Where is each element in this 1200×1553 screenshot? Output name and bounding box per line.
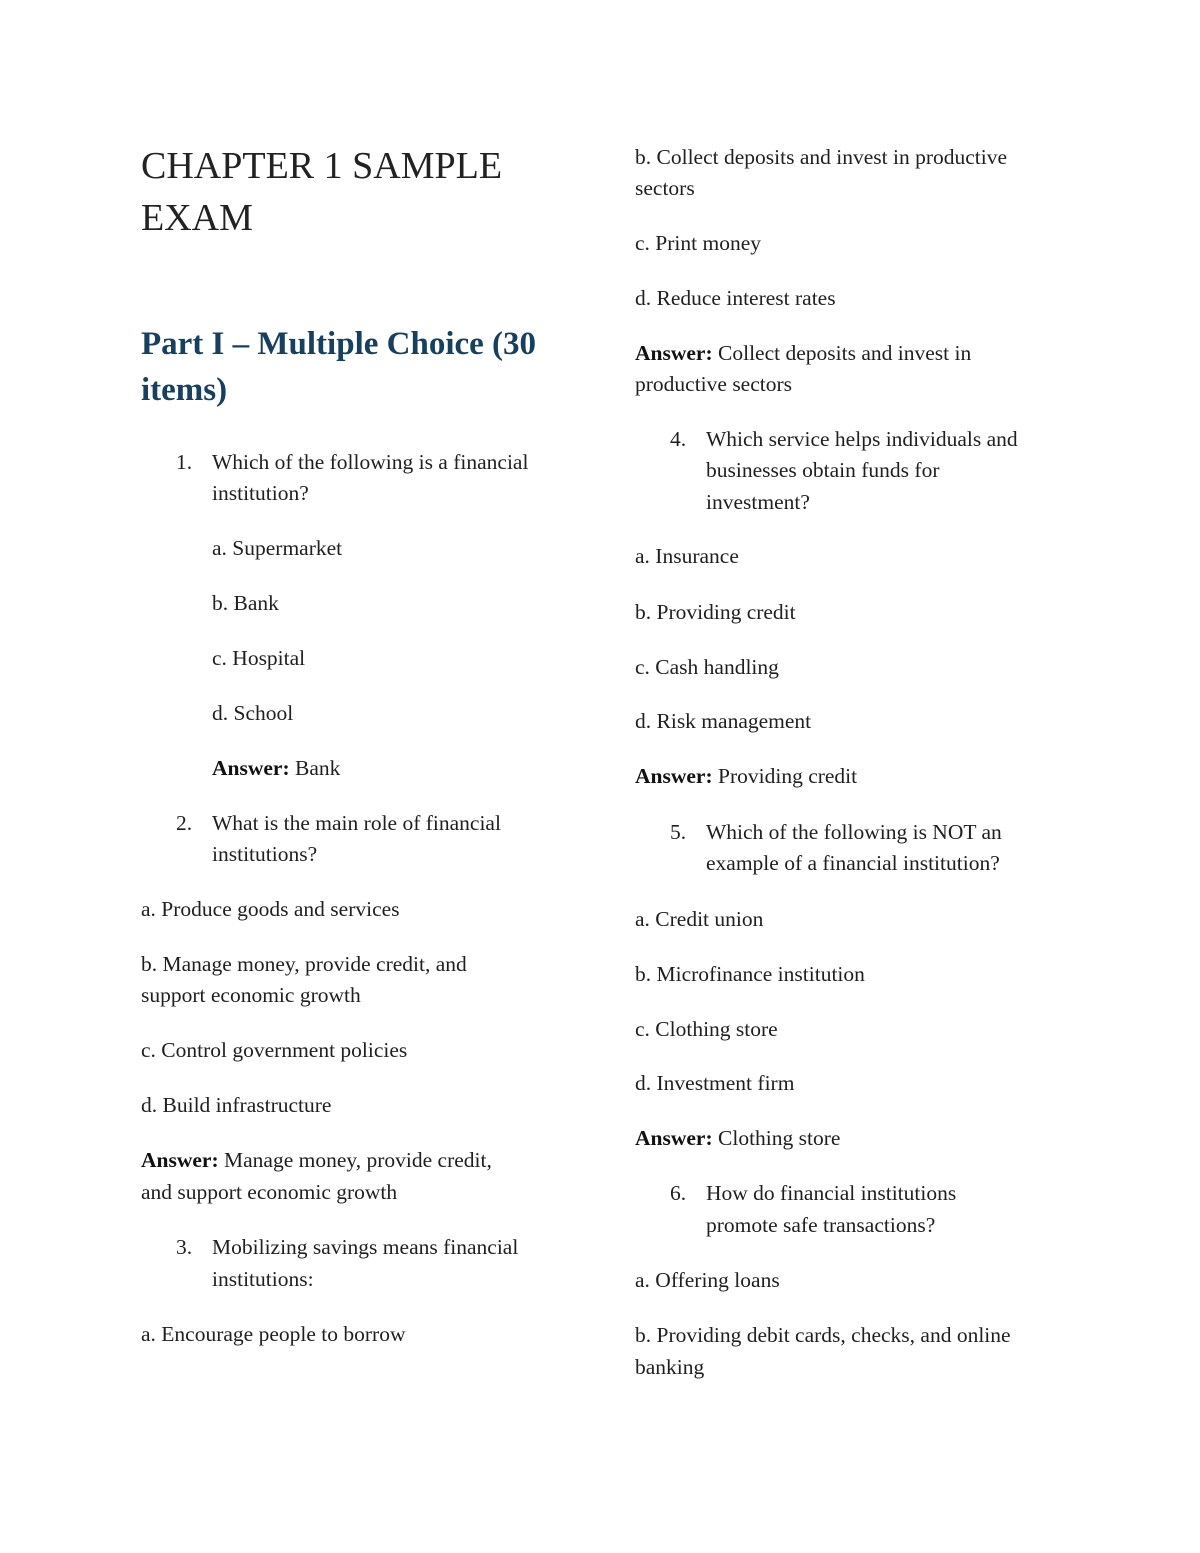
answer-label: Answer: (635, 341, 713, 365)
question-5-option-b: b. Microfinance institution (635, 962, 865, 986)
question-1-text-line-1: Which of the following is a financial (212, 450, 529, 474)
question-4-option-a: a. Insurance (635, 544, 739, 568)
question-4-option-c: c. Cash handling (635, 655, 779, 679)
answer-label: Answer: (635, 1126, 713, 1150)
question-5-text-line-1: Which of the following is NOT an (706, 820, 1002, 844)
question-2-option-a: a. Produce goods and services (141, 897, 400, 921)
question-1-option-b: b. Bank (212, 591, 279, 615)
question-3-answer-line-1 (635, 337, 971, 369)
answer-text: Collect deposits and invest in (718, 341, 972, 365)
question-5-answer (635, 1122, 840, 1154)
question-3-option-b-line-2: sectors (635, 176, 695, 200)
question-3-option-c: c. Print money (635, 231, 761, 255)
question-4-answer (635, 760, 857, 792)
question-1-text-line-2: institution? (212, 481, 309, 505)
question-2-answer-line-2: and support economic growth (141, 1180, 398, 1204)
question-1-answer (212, 752, 340, 784)
question-4-text-line-1: Which service helps individuals and (706, 427, 1018, 451)
question-3-text-line-2: institutions: (212, 1267, 314, 1291)
question-6-option-b-line-1: b. Providing debit cards, checks, and online (635, 1323, 1011, 1347)
question-2-number: 2. (176, 811, 193, 835)
document-title-line-1: CHAPTER 1 SAMPLE (141, 145, 503, 187)
question-2-option-b-line-1: b. Manage money, provide credit, and (141, 952, 467, 976)
question-2-text-line-2: institutions? (212, 842, 318, 866)
question-5-option-a: a. Credit union (635, 907, 764, 931)
answer-text: Clothing store (718, 1126, 841, 1150)
question-1-option-a: a. Supermarket (212, 536, 343, 560)
question-4-option-b: b. Providing credit (635, 600, 796, 624)
part-heading-line-1: Part I – Multiple Choice (30 (141, 326, 537, 362)
question-5-number: 5. (670, 820, 687, 844)
question-4-option-d: d. Risk management (635, 709, 812, 733)
question-3-option-a: a. Encourage people to borrow (141, 1322, 406, 1346)
answer-text: Bank (295, 756, 341, 780)
question-1-number: 1. (176, 450, 193, 474)
question-2-option-b-line-2: support economic growth (141, 983, 361, 1007)
question-1-option-d: d. School (212, 701, 294, 725)
question-4-text-line-2: businesses obtain funds for (706, 458, 940, 482)
question-3-text-line-1: Mobilizing savings means financial (212, 1235, 519, 1259)
part-heading-line-2: items) (141, 372, 228, 408)
question-2-answer-line-1 (141, 1144, 492, 1176)
answer-text: Providing credit (718, 764, 858, 788)
question-3-answer-line-2: productive sectors (635, 372, 793, 396)
question-6-option-b-line-2: banking (635, 1355, 705, 1379)
answer-text: Manage money, provide credit, (224, 1148, 492, 1172)
question-5-option-c: c. Clothing store (635, 1017, 778, 1041)
answer-label: Answer: (212, 756, 290, 780)
document-title-line-2: EXAM (141, 197, 253, 239)
question-5-option-d: d. Investment firm (635, 1071, 795, 1095)
question-6-text-line-1: How do financial institutions (706, 1181, 957, 1205)
question-4-number: 4. (670, 427, 687, 451)
question-2-text-line-1: What is the main role of financial (212, 811, 501, 835)
question-5-text-line-2: example of a financial institution? (706, 851, 1000, 875)
question-6-text-line-2: promote safe transactions? (706, 1213, 936, 1237)
question-3-number: 3. (176, 1235, 193, 1259)
answer-label: Answer: (141, 1148, 219, 1172)
question-4-text-line-3: investment? (706, 490, 810, 514)
question-6-number: 6. (670, 1181, 687, 1205)
question-1-option-c: c. Hospital (212, 646, 306, 670)
question-3-option-b-line-1: b. Collect deposits and invest in productive (635, 145, 1008, 169)
question-3-option-d: d. Reduce interest rates (635, 286, 836, 310)
question-6-option-a: a. Offering loans (635, 1268, 780, 1292)
question-2-option-d: d. Build infrastructure (141, 1093, 332, 1117)
question-2-option-c: c. Control government policies (141, 1038, 408, 1062)
answer-label: Answer: (635, 764, 713, 788)
